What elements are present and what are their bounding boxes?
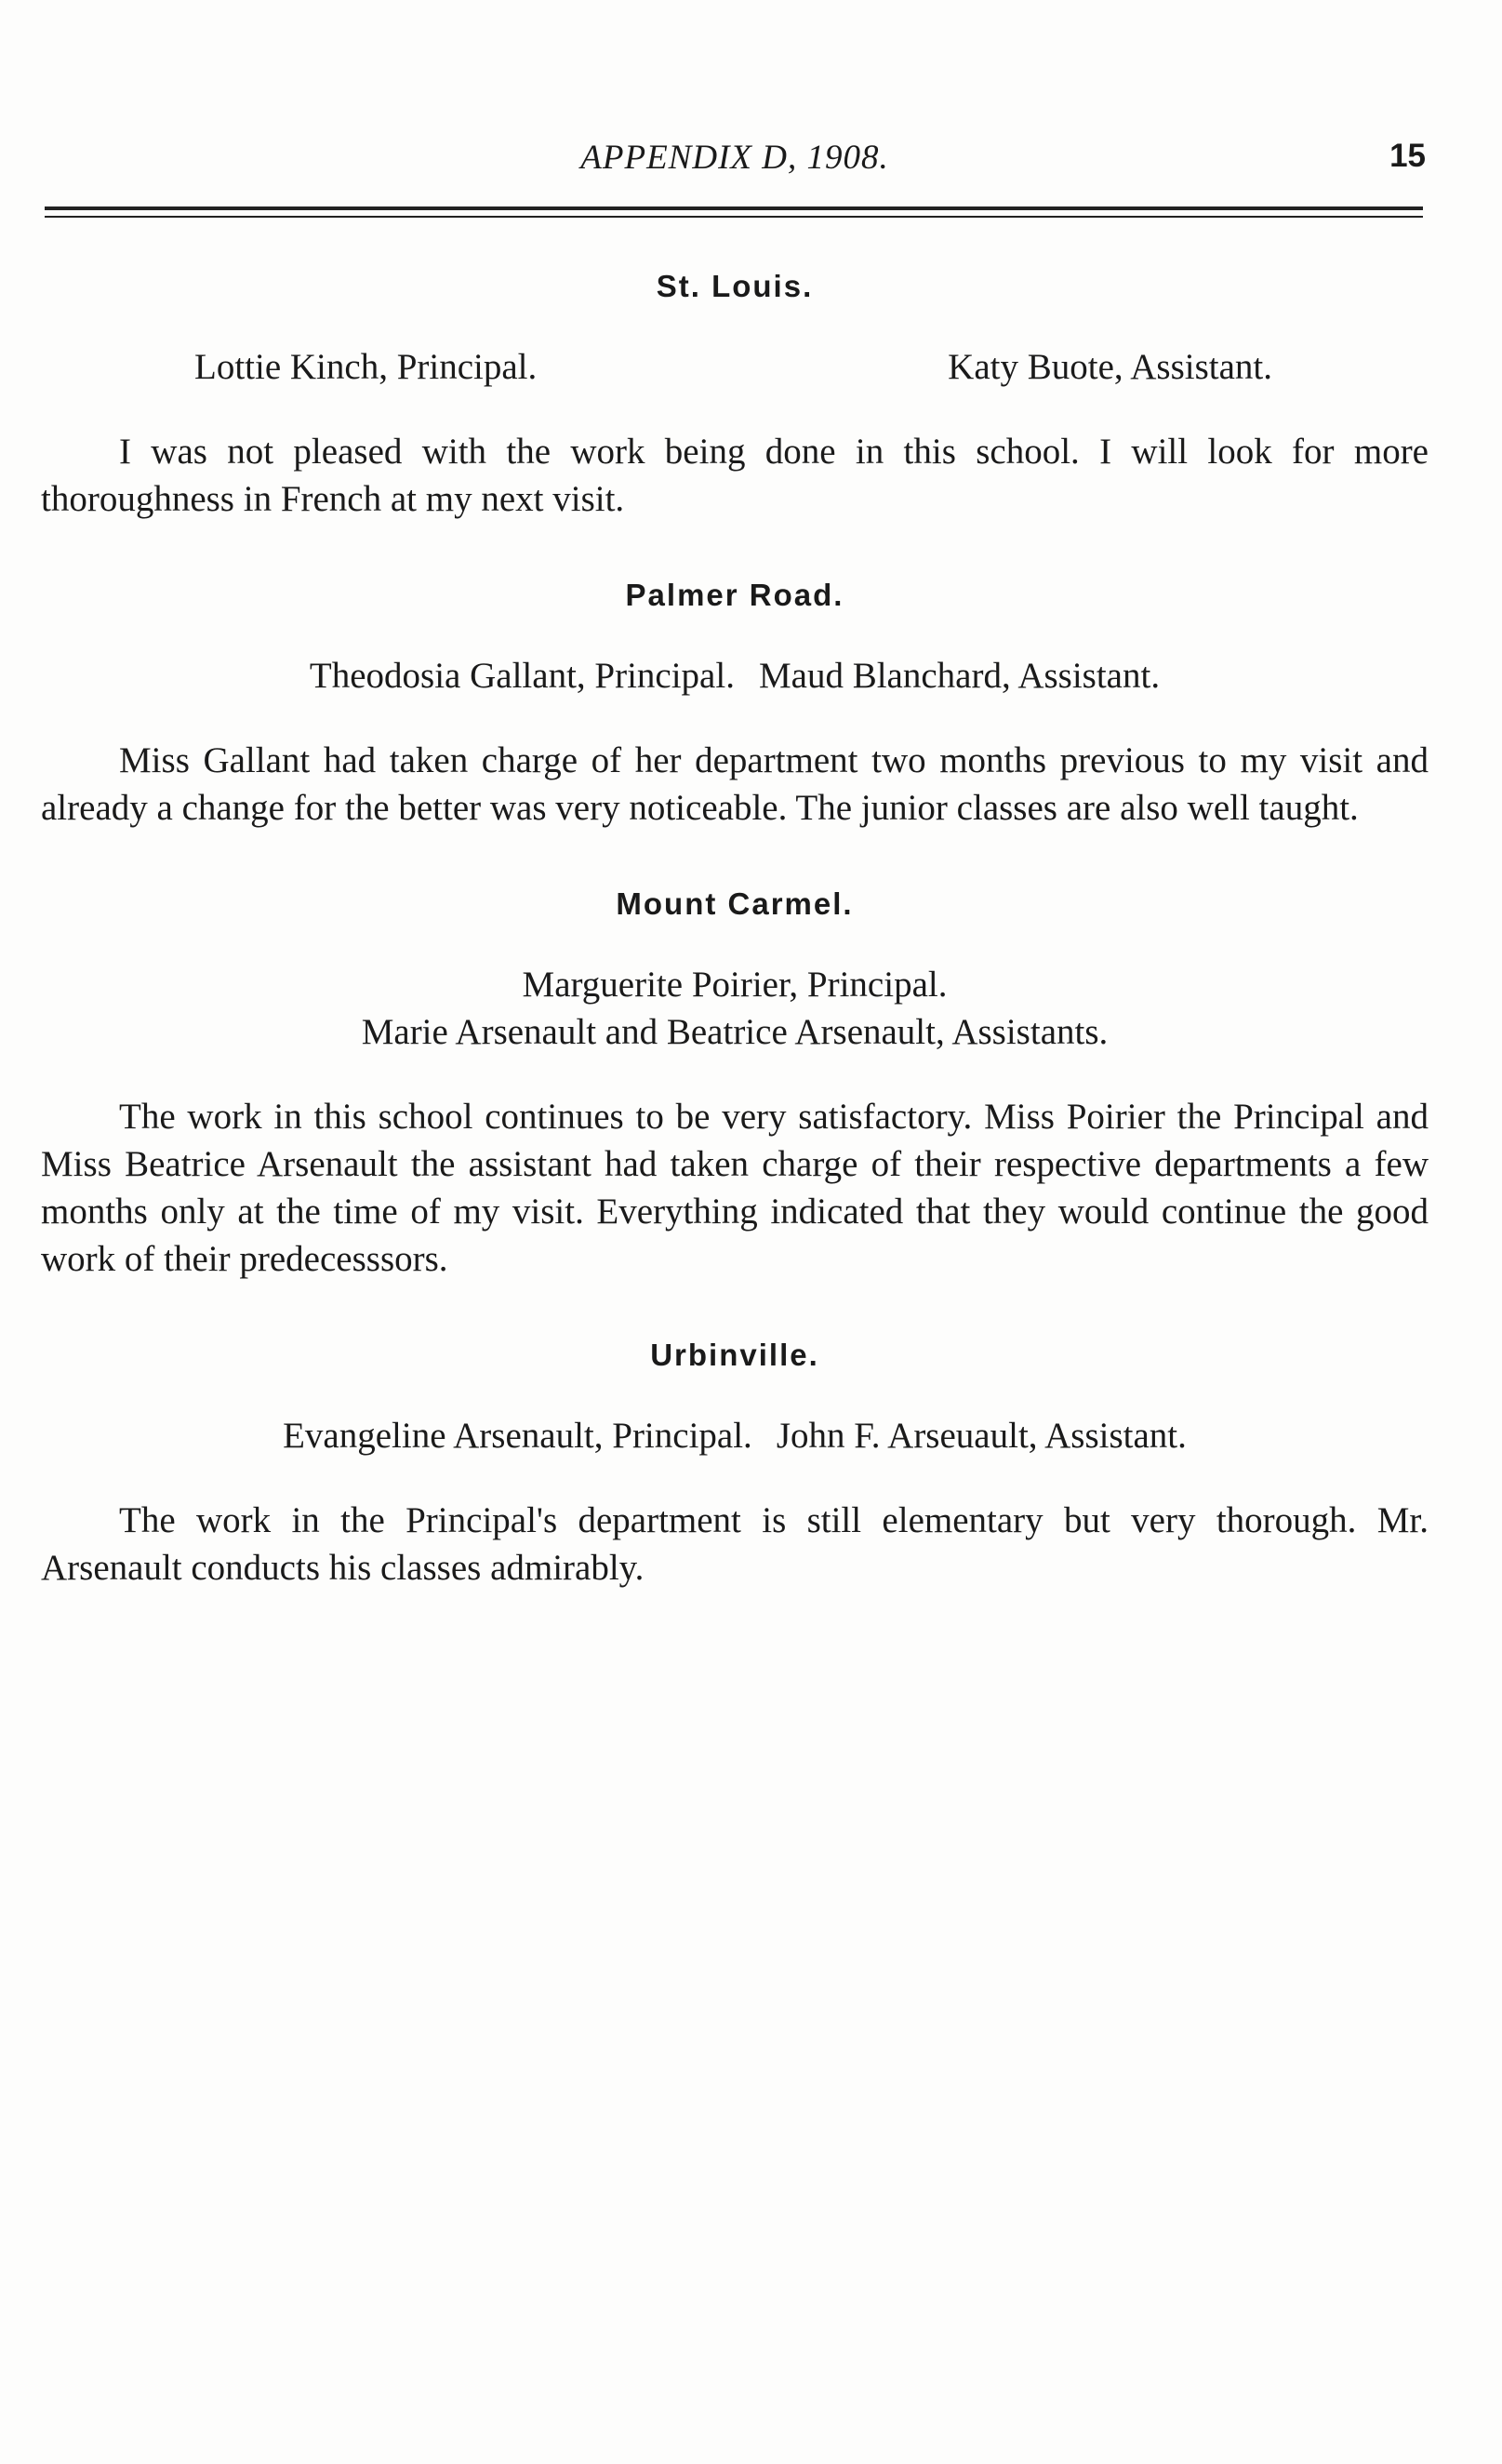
section-heading: Mount Carmel. <box>616 886 854 921</box>
running-title: APPENDIX D, 1908. <box>580 139 889 177</box>
section-heading: St. Louis. <box>656 269 814 303</box>
school-section-palmer-road <box>41 571 1429 832</box>
staff-line <box>41 1412 1429 1459</box>
staff-block <box>41 961 1429 1056</box>
school-section-st-louis <box>41 262 1429 523</box>
staff-line <box>41 652 1429 699</box>
section-paragraph: The work in this school continues to be very satisfactory. Miss Poirier the Principal and Miss Beatrice Arsenault the assistant had taken charge of their respective departments a few months only at the time of my visit. Everything indicated that they would continue the good work of their predecesssors. <box>41 1097 1429 1279</box>
header-rule-thick <box>45 206 1423 210</box>
assistant-name: Marie Arsenault and Beatrice Arsenault, Assistants. <box>361 1012 1109 1052</box>
assistant-name: Maud Blanchard, Assistant. <box>758 656 1161 696</box>
principal-name: Theodosia Gallant, Principal. <box>309 656 735 696</box>
section-paragraph: The work in the Principal's department is still elementary but very thorough. Mr. Arsenault conducts his classes admirably. <box>41 1500 1429 1588</box>
principal-name: Lottie Kinch, Principal. <box>194 347 538 387</box>
page-number: 15 <box>1389 138 1426 174</box>
school-section-urbinville <box>41 1331 1429 1592</box>
section-heading: Urbinville. <box>650 1338 819 1372</box>
principal-name: Evangeline Arsenault, Principal. <box>283 1416 752 1456</box>
section-paragraph: I was not pleased with the work being done in this school. I will look for more thoroughness in French at my next visit. <box>41 432 1429 519</box>
section-paragraph: Miss Gallant had taken charge of her department two months previous to my visit and already a change for the better was very noticeable. The junior classes are also well taught. <box>41 740 1429 828</box>
page-body <box>41 262 1429 1592</box>
principal-name: Marguerite Poirier, Principal. <box>522 965 948 1005</box>
header-rule-thin <box>45 216 1423 218</box>
assistant-name: John F. Arseuault, Assistant. <box>776 1416 1187 1456</box>
running-header <box>0 138 1502 184</box>
section-heading: Palmer Road. <box>625 578 844 612</box>
school-section-mount-carmel <box>41 880 1429 1283</box>
staff-line <box>41 343 1429 391</box>
assistant-name: Katy Buote, Assistant. <box>948 347 1272 387</box>
